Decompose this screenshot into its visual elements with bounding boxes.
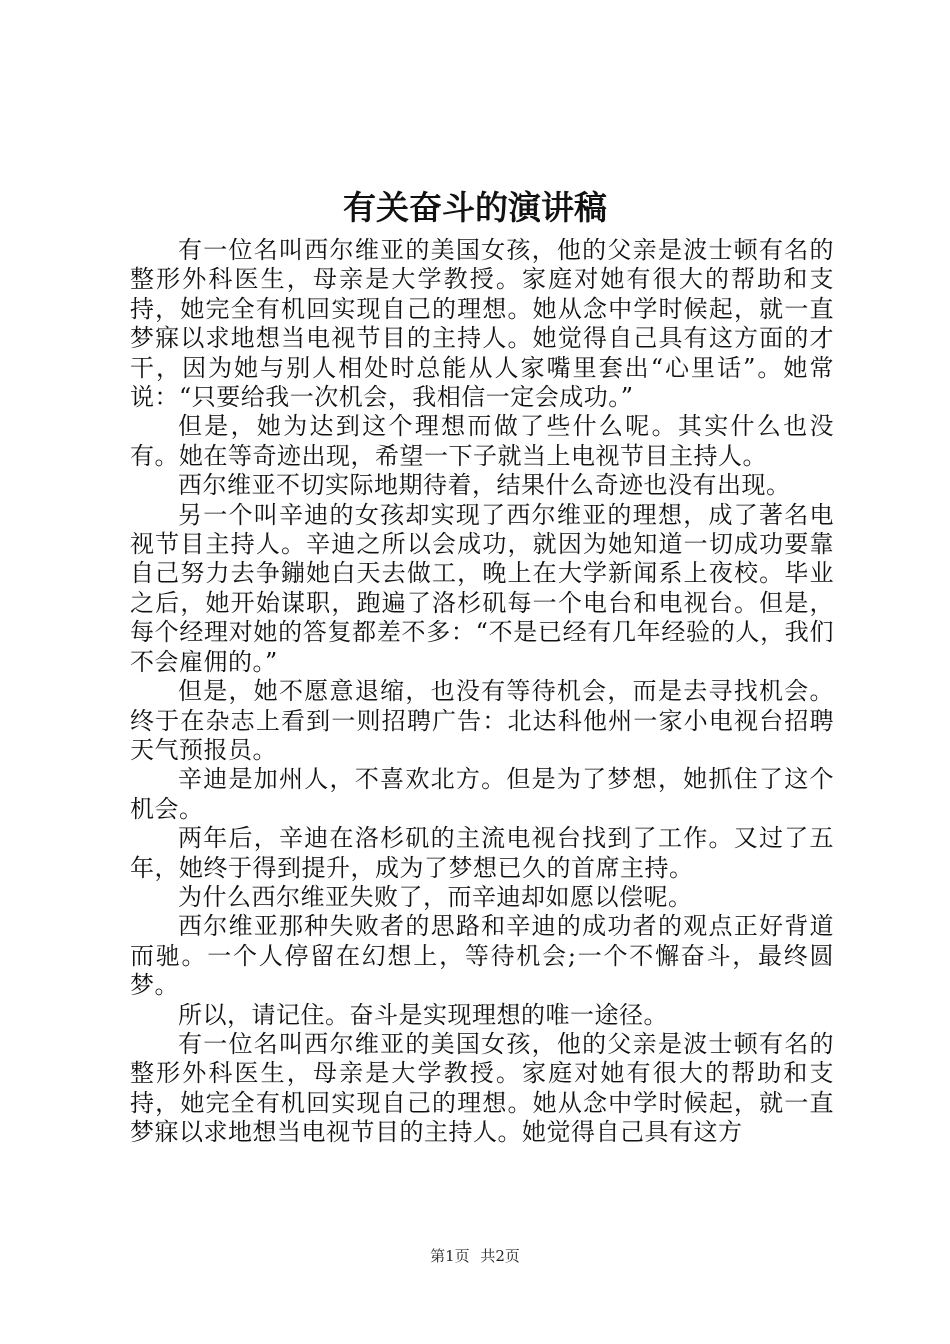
document-body xyxy=(130,236,834,1148)
paragraph: 两年后，辛迪在洛杉矶的主流电视台找到了工作。又过了五年，她终于得到提升，成为了梦想已久的首席主持。 xyxy=(130,824,834,882)
paragraph: 西尔维亚那种失败者的思路和辛迪的成功者的观点正好背道而驰。一个人停留在幻想上，等待机会;一个不懈奋斗，最终圆梦。 xyxy=(130,912,834,1000)
paragraph: 西尔维亚不切实际地期待着，结果什么奇迹也没有出现。 xyxy=(178,471,791,500)
document-title: 有关奋斗的演讲稿 xyxy=(343,188,607,227)
paragraph: 为什么西尔维亚失败了，而辛迪却如愿以偿呢。 xyxy=(178,882,693,911)
paragraph: 但是，她不愿意退缩，也没有等待机会，而是去寻找机会。终于在杂志上看到一则招聘广告：北达科他州一家小电视台招聘天气预报员。 xyxy=(130,677,834,764)
page-number: 第1页 xyxy=(430,1247,470,1265)
paragraph: 辛迪是加州人，不喜欢北方。但是为了梦想，她抓住了这个机会。 xyxy=(130,765,834,823)
page-footer xyxy=(0,1246,950,1266)
paragraph: 另一个叫辛迪的女孩却实现了西尔维亚的理想，成了著名电视节目主持人。辛迪之所以会成功，就因为她知道一切成功要靠自己努力去争鏰她白天去做工，晚上在大学新闻系上夜校。毕业之后，她开始谋职，跑遍了洛杉矶每一个电台和电视台。但是，每个经理对她的答复都差不多：“不是已经有几年经验的人，我们不会雇佣的。” xyxy=(130,500,834,676)
paragraph: 所以，请记住。奋斗是实现理想的唯一途径。 xyxy=(178,1000,668,1029)
paragraph: 有一位名叫西尔维亚的美国女孩，他的父亲是波士顿有名的整形外科医生，母亲是大学教授。家庭对她有很大的帮助和支持，她完全有机回实现自己的理想。她从念中学时候起，就一直梦寐以求地想当电视节目的主持人。她觉得自己具有这方面的才干，因为她与别人相处时总能从人家嘴里套出“心里话”。她常说：“只要给我一次机会，我相信一定会成功。” xyxy=(130,236,834,412)
paragraph: 有一位名叫西尔维亚的美国女孩，他的父亲是波士顿有名的整形外科医生，母亲是大学教授。家庭对她有很大的帮助和支持，她完全有机回实现自己的理想。她从念中学时候起，就一直梦寐以求地想当电视节目的主持人。她觉得自己具有这方 xyxy=(130,1029,834,1147)
paragraph: 但是，她为达到这个理想而做了些什么呢。其实什么也没有。她在等奇迹出现，希望一下子就当上电视节目主持人。 xyxy=(130,412,834,470)
page-total: 共2页 xyxy=(480,1247,520,1265)
